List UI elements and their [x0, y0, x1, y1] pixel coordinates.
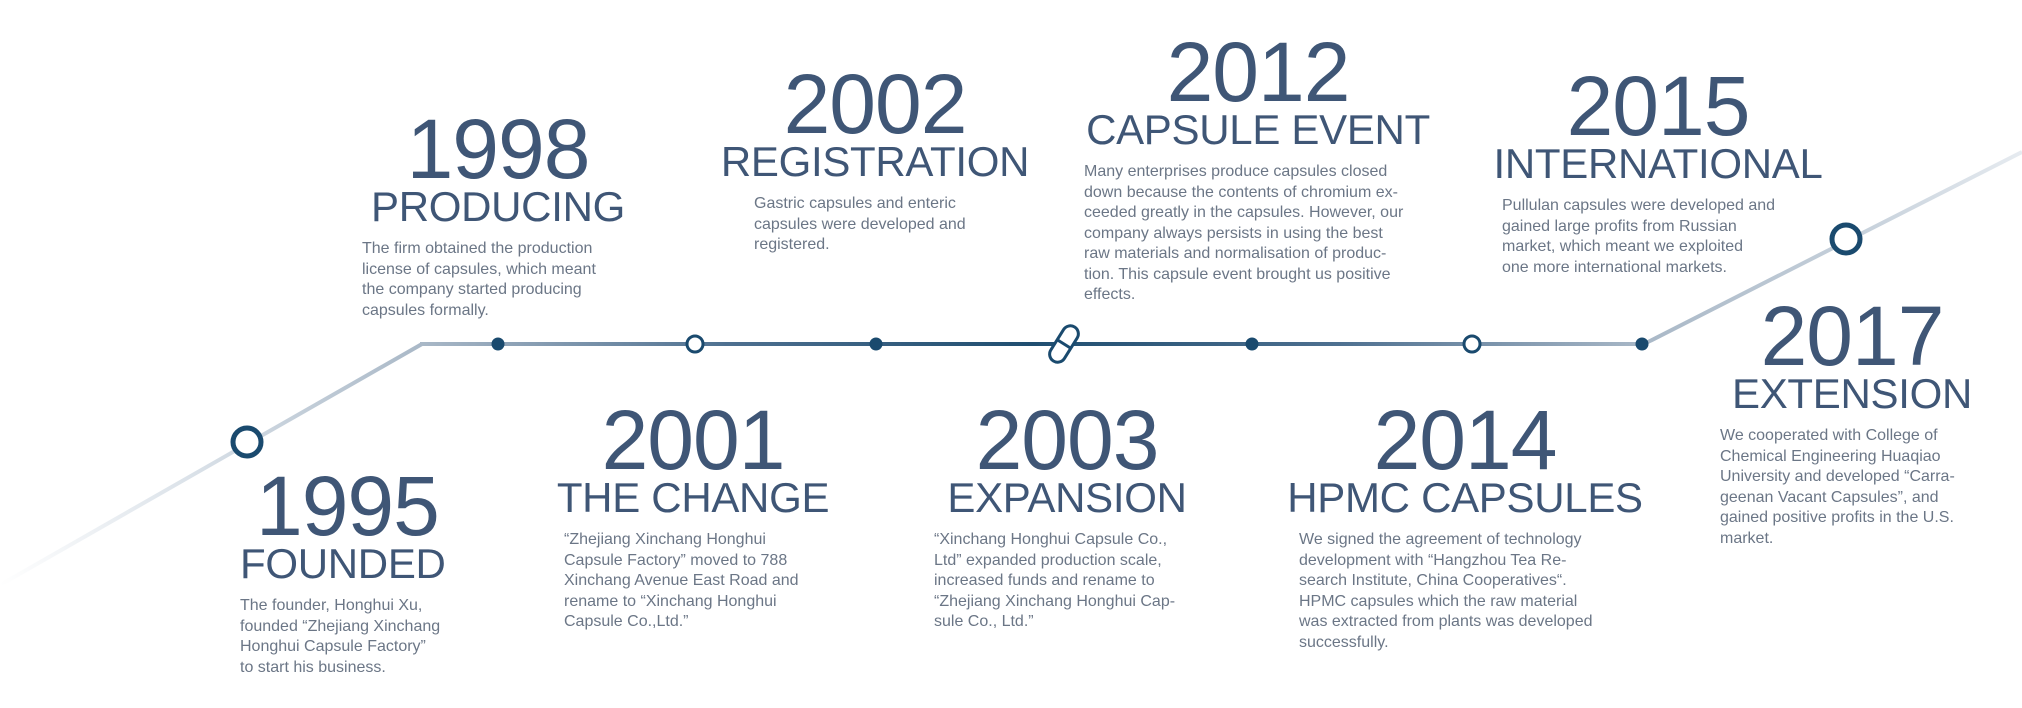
event-year: 2014 — [1373, 393, 1557, 487]
event-year: 2017 — [1760, 289, 1944, 383]
event-1998 — [362, 102, 652, 321]
event-title: THE CHANGE — [556, 474, 830, 521]
timeline-node-1995 — [233, 428, 261, 456]
event-2003 — [934, 393, 1234, 633]
event-title: HPMC CAPSULES — [1287, 474, 1643, 521]
event-title: PRODUCING — [371, 183, 625, 230]
event-title: EXTENSION — [1731, 370, 1972, 417]
event-year: 2001 — [601, 393, 785, 487]
event-2012 — [1082, 25, 1452, 306]
timeline-node-2001 — [687, 336, 703, 352]
event-2014 — [1282, 393, 1662, 653]
event-description: We signed the agreement of technology development with “Hangzhou Tea Re- search Institute, China Cooperatives“. HPMC capsules which the raw material was extracted from plants was developed successfully. — [1299, 531, 1593, 651]
event-2017 — [1720, 289, 2010, 549]
event-description: The founder, Honghui Xu, founded “Zhejiang Xinchang Honghui Capsule Factory” to start his business. — [240, 597, 441, 676]
event-title: CAPSULE EVENT — [1086, 106, 1430, 153]
event-title: EXPANSION — [947, 474, 1187, 521]
event-year: 2012 — [1166, 25, 1350, 119]
event-description: We cooperated with College of Chemical Engineering Huaqiao University and developed “Carra- geenan Vacant Capsules”, and gained positive profits in the U.S. market. — [1720, 427, 1955, 547]
timeline-node-2002 — [870, 338, 883, 351]
event-year: 1998 — [406, 102, 590, 196]
event-description: The firm obtained the production license of capsules, which meant the company started producing capsules formally. — [362, 240, 596, 319]
timeline-node-2012 — [1246, 338, 1259, 351]
event-title: FOUNDED — [240, 540, 446, 587]
event-2002 — [720, 57, 1040, 256]
event-title: INTERNATIONAL — [1493, 140, 1823, 187]
event-2001 — [554, 393, 854, 633]
event-description: Many enterprises produce capsules closed down because the contents of chromium ex- ceeded greatly in the capsules. However, our company always persists in using the best raw materials and normalisation of produc- tion. This capsule event brought us positive effects. — [1084, 163, 1404, 303]
event-description: Gastric capsules and enteric capsules were developed and registered. — [754, 195, 966, 253]
event-description: “Xinchang Honghui Capsule Co., Ltd” expanded production scale, increased funds and rename to “Zhejiang Xinchang Honghui Cap- sule Co., Ltd.” — [934, 531, 1176, 630]
event-year: 1995 — [256, 459, 439, 553]
timeline-node-2014 — [1464, 336, 1480, 352]
event-title: REGISTRATION — [720, 138, 1030, 185]
event-year: 2002 — [783, 57, 967, 151]
event-description: “Zhejiang Xinchang Honghui Capsule Factory” moved to 788 Xinchang Avenue East Road and rename to “Xinchang Honghui Capsule Co.,Ltd.” — [564, 531, 799, 630]
event-description: Pullulan capsules were developed and gained large profits from Russian market, which meant we exploited one more international markets. — [1502, 197, 1776, 276]
event-year: 2003 — [975, 393, 1159, 487]
event-year: 2015 — [1566, 59, 1750, 153]
event-1995 — [240, 459, 500, 678]
event-2015 — [1488, 59, 1848, 278]
timeline-node-2015 — [1636, 338, 1649, 351]
timeline-node-1998 — [492, 338, 505, 351]
